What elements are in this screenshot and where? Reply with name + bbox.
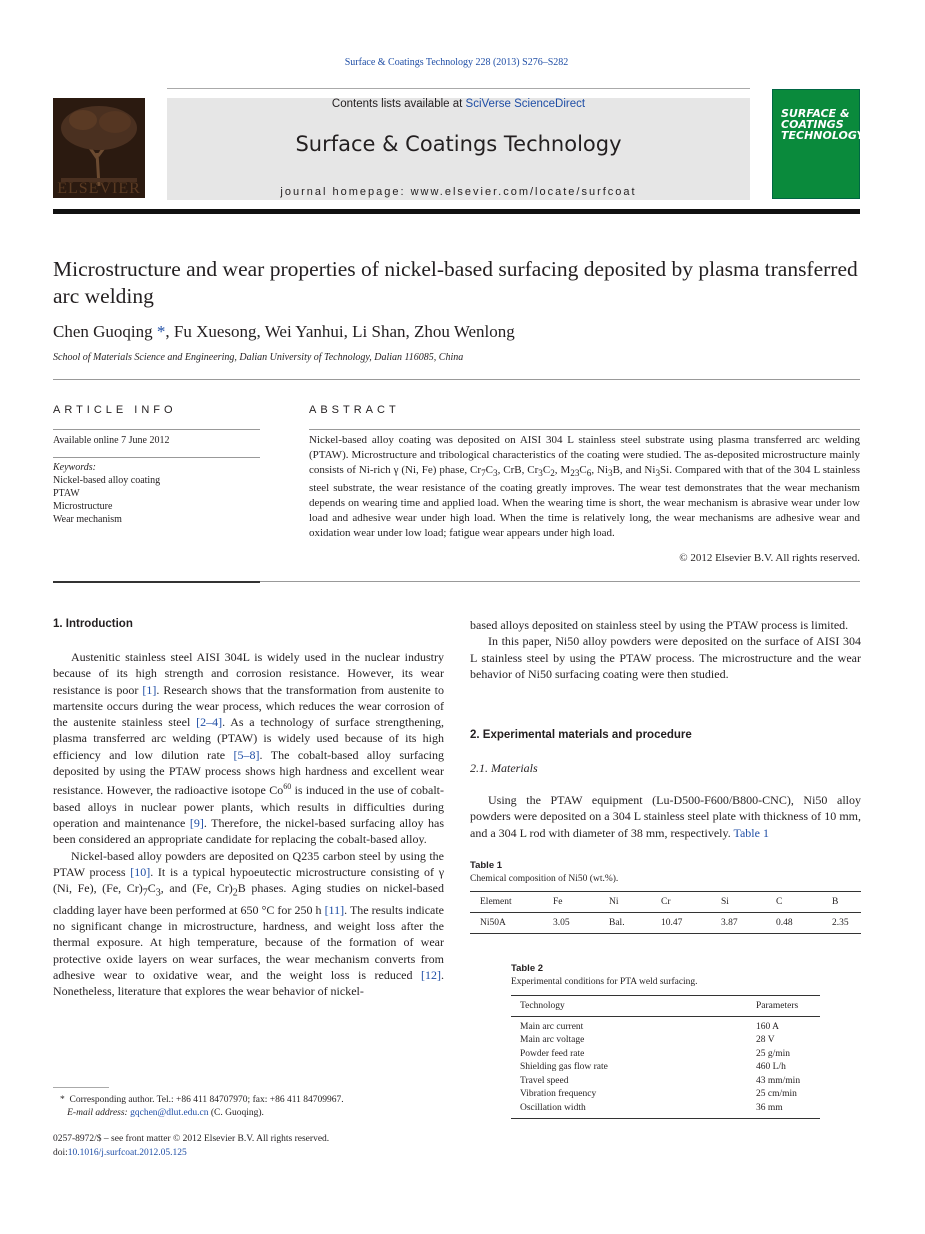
table-cell: 3.87 [721,918,738,928]
table-link[interactable]: Table 1 [733,825,769,840]
table-cell: Travel speed [520,1075,569,1086]
issn-line: 0257-8972/$ – see front matter © 2012 Elsevier B.V. All rights reserved. [53,1134,330,1144]
doi-label: doi: [53,1147,68,1158]
table1-label: Table 1 [470,860,503,871]
table-header-cell: Ni [609,897,619,907]
table-cell: Oscillation width [520,1102,586,1113]
abstract-heading: ABSTRACT [309,404,400,416]
keyword: Microstructure [53,501,113,512]
publisher-logo-text: ELSEVIER [57,180,141,197]
introduction-text: Austenitic stainless steel AISI 304L is widely used in the nuclear industry because of its high strength and corrosion resistance. However, its wear resistance is poor [1]. Research shows that the transformation from austenite to martensite occurs during the wear process, which reduces the wear corrosion of the austenite stainless steel [2–4]. As a technology of surface strengthening, plasma transferred arc welding (PTAW) is widely used because of its high efficiency and low dilution rate [5–8]. The cobalt-based alloy surfacing deposited by using the PTAW process shows high hardness and excellent wear resistance. However, the radioactive isotope Co$^{60}$ is induced in the use of cobalt-based alloys in nuclear power plants, which results in difficulties during operation and maintenance [9]. Therefore, the nickel-based surfacing alloy has been considered an appropriate candidate for replacing the cobalt-based alloy. Nickel-based alloy powders are deposited on Q235 carbon steel by using the PTAW process [10]. It is a typical hypoeutectic microstructure consisting of γ (Ni, Fe), (Fe, $Cr)_7C_3$, and (Fe, $Cr)_2B$ phases. Aging studies on nickel-based cladding layer have been performed at 650 °C for 250 h [11]. The results indicate no significant change in microstructure, hardness, and weight loss after the thermal exposure. At high temperature, because of the formation of wear protective oxide layers on wear surfaces, the wear mechanism converts from adhesive wear to oxidative wear, and the weight loss is reduced [12]. Nonetheless, literature that explores the wear behavior of nickel- [53,650,445,999]
contents-prefix: Contents lists available at [331,98,466,110]
section-heading-experimental: 2. Experimental materials and procedure [470,729,692,741]
abstract-text: Nickel-based alloy coating was deposited on AISI 304 L stainless steel substrate using plasma transferred arc welding (PTAW). Microstructure and tribological characteristics of the coating were studied. The as-deposited microstructure mainly consists of Ni-rich γ (Ni, Fe) phase, $Cr_7C_3$, CrB, $Cr_3C_2$, $M_{23}C_6$, $Ni_3B$, and $Ni_3Si$. Compared with that of the 304 L stainless steel substrate, the wear resistance of the coating greatly improves. The wear test demonstrates that the wear mechanism depends on wearing time and applied load. When the wearing time is short, the wear mechanism is abrasive wear under low load and adhesive wear under high load. When the time is relatively long, the wear mechanisms are adhesive wear and oxidation wear under low load; fatigue wear appears under high load. [309,434,860,540]
journal-reference[interactable]: Surface & Coatings Technology 228 (2013) S276–S282 [344,57,569,68]
table-row [511,1034,820,1048]
corresponding-author-footnote [60,1094,450,1120]
table-header-cell: Si [721,897,729,907]
header-rule [53,209,860,214]
available-online: Available online 7 June 2012 [53,435,170,446]
email-suffix: (C. Guoqing). [208,1108,264,1118]
table-cell: Bal. [609,918,625,928]
keyword: Wear mechanism [53,514,122,525]
table-row [470,913,861,934]
citation-link[interactable]: [1] [142,682,157,697]
materials-text: Using the PTAW equipment (Lu-D500-F600/B800-CNC), Ni50 alloy powders were deposited on a 304 L stainless steel plate with thickness of 10 mm, and a 304 L rod with diameter of 38 mm, respectively. Table 1 [470,793,861,840]
table-cell: 160 A [756,1021,779,1032]
email-link[interactable]: gqchen@dlut.edu.cn [130,1108,209,1118]
table-cell: Shielding gas flow rate [520,1062,608,1073]
footnote-star: * [60,1095,65,1105]
table-cell: Ni50A [480,918,506,928]
footnote-contact: Corresponding author. Tel.: +86 411 84707970; fax: +86 411 84709967. [69,1095,344,1105]
elsevier-logo [53,98,145,198]
journal-name: Surface & Coatings Technology [295,132,622,156]
divider [309,429,860,430]
table-cell: 3.05 [553,918,570,928]
citation-link[interactable]: [9] [189,815,204,830]
divider [53,581,260,583]
table-header-cell: Technology [520,1001,565,1011]
doi-link[interactable]: 10.1016/j.surfcoat.2012.05.125 [67,1147,187,1158]
table-header-cell: Element [480,897,512,907]
divider [53,429,260,430]
keywords-label: Keywords: [53,462,96,473]
article-info-heading: ARTICLE INFO [53,404,177,416]
table-row [511,1088,820,1102]
table-cell: 460 L/h [756,1062,786,1073]
table2-caption-text: Experimental conditions for PTA weld surfacing. [511,977,698,987]
table-cell: Main arc voltage [520,1035,585,1046]
table-cell: 36 mm [756,1102,783,1113]
keyword: PTAW [53,488,80,499]
table-row [511,1101,820,1118]
divider [53,379,860,380]
table-row [511,1017,820,1034]
footnote-rule [53,1087,109,1088]
page-footer [53,1133,473,1160]
table2-caption [511,962,698,989]
journal-cover [772,89,865,199]
subsection-heading-materials: 2.1. Materials [470,761,538,775]
table-cell: Powder feed rate [520,1048,585,1059]
table-cell: Vibration frequency [520,1089,597,1100]
contents-line [167,98,750,110]
authors [53,322,860,342]
table-header-row [470,892,861,913]
composition-table [470,891,861,934]
table-header-cell: Cr [661,897,671,907]
table-header-cell: Fe [553,897,563,907]
divider [167,88,750,89]
journal-homepage[interactable]: journal homepage: www.elsevier.com/locate/surfcoat [280,186,637,198]
sciencedirect-link[interactable]: SciVerse ScienceDirect [465,98,586,110]
authors-rest: , Fu Xuesong, Wei Yanhui, Li Shan, Zhou Wenlong [165,322,515,341]
conditions-table [511,995,820,1119]
table1-caption [470,859,618,886]
table-header-cell: Parameters [756,1001,799,1011]
email-label: E-mail address: [67,1108,128,1118]
table-cell: 25 g/min [756,1048,791,1059]
table-cell: 28 V [756,1035,775,1046]
table-header-cell: B [832,897,839,907]
corresponding-author-mark[interactable]: * [156,322,166,341]
table-row [511,1061,820,1075]
table-header-row [511,996,820,1017]
table-header-cell: C [776,897,783,907]
citation-link[interactable]: [5–8] [233,747,260,762]
table-cell: 2.35 [832,918,849,928]
table-cell: 10.47 [661,918,683,928]
author-first: Chen Guoqing [53,322,153,341]
affiliation: School of Materials Science and Engineering, Dalian University of Technology, Dalian 116085, China [53,352,464,363]
cover-title: SURFACE & COATINGS TECHNOLOGY [781,107,865,142]
table-cell: 0.48 [776,918,793,928]
divider [53,457,260,458]
citation-link[interactable]: [10] [130,864,151,879]
citation-link[interactable]: [12] [421,968,441,983]
table-cell: Main arc current [520,1021,584,1032]
table-row [511,1074,820,1088]
table1-caption-text: Chemical composition of Ni50 (wt.%). [470,874,619,884]
table-cell: 43 mm/min [756,1075,801,1086]
table-cell: 25 cm/min [756,1089,797,1100]
section-heading-introduction: 1. Introduction [53,618,133,630]
right-column-text: based alloys deposited on stainless steel by using the PTAW process is limited. In this paper, Ni50 alloy powders were deposited on the surface of AISI 304 L stainless steel by using the PTAW process. The microstructure and the wear behavior of Ni50 surfacing coating were then studied. [470,618,861,681]
keyword: Nickel-based alloy coating [53,475,161,486]
abstract-copyright: © 2012 Elsevier B.V. All rights reserved. [679,552,860,564]
citation-link[interactable]: [2–4] [196,715,223,730]
table2-label: Table 2 [511,963,544,974]
table-row [511,1047,820,1061]
citation-link[interactable]: [11] [324,902,345,917]
article-title: Microstructure and wear properties of nickel-based surfacing deposited by plasma transferred arc welding [53,257,858,308]
